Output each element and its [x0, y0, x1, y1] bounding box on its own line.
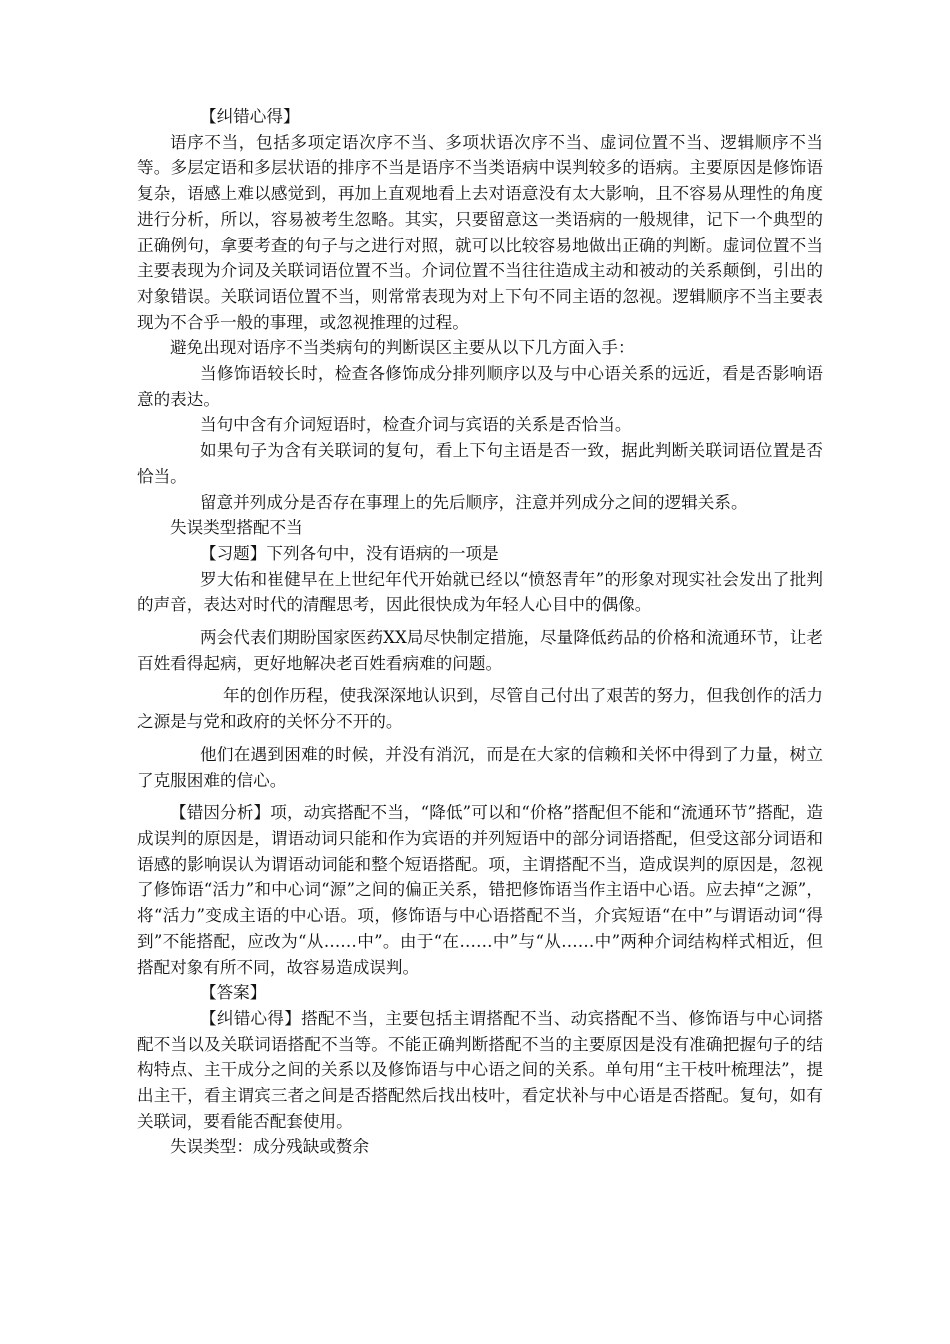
exercise-option: 罗大佑和崔健早在上世纪年代开始就已经以“愤怒青年”的形象对现实社会发出了批判的声音，表达对时代的清醒思考，因此很快成为年轻人心目中的偶像。 [137, 569, 823, 615]
exercise-option: 年的创作历程，使我深深地认识到，尽管自己付出了艰苦的努力，但我创作的活力之源是与党和政府的关怀分不开的。 [137, 686, 823, 732]
section-heading: 【纠错心得】 [200, 107, 300, 126]
exercise-option: 他们在遇到困难的时候，并没有消沉，而是在大家的信赖和关怀中得到了力量，树立了克服困难的信心。 [137, 744, 823, 790]
body-paragraph: 避免出现对语序不当类病句的判断误区主要从以下几方面入手： [170, 338, 635, 358]
error-type-heading: 失误类型：成分残缺或赘余 [170, 1137, 370, 1157]
list-item: 当修饰语较长时，检查各修饰成分排列顺序以及与中心语关系的远近，看是否影响语意的表达。 [137, 364, 823, 409]
body-paragraph: 语序不当，包括多项定语次序不当、多项状语次序不当、虚词位置不当、逻辑顺序不当等。多层定语和多层状语的排序不当是语序不当类语病中误判较多的语病。主要原因是修饰语复杂，语感上难以感觉到，再加上直观地看上去对语意没有太大影响，且不容易从理性的角度进行分析，所以，容易被考生忽略。其实，只要留意这一类语病的一般规律，记下一个典型的正确例句，拿要考查的句子与之进行对照，就可以比较容易地做出正确的判断。虚词位置不当主要表现为介词及关联词语位置不当。介词位置不当往往造成主动和被动的关系颠倒，引出的对象错误。关联词语位置不当，则常常表现为对上下句不同主语的忽视。逻辑顺序不当主要表现为不合乎一般的事理，或忽视推理的过程。 [137, 132, 823, 332]
answer-heading: 【答案】 [200, 983, 267, 1003]
list-item: 如果句子为含有关联词的复句，看上下句主语是否一致，据此判断关联词语位置是否恰当。 [137, 441, 823, 486]
error-type-heading: 失误类型搭配不当 [170, 518, 303, 538]
exercise-question: 【习题】下列各句中，没有语病的一项是 [200, 543, 499, 563]
document-page [137, 104, 823, 1160]
error-analysis-paragraph: 【错因分析】项，动宾搭配不当，“降低”可以和“价格”搭配但不能和“流通环节”搭配，造成误判的原因是，谓语动词只能和作为宾语的并列短语中的部分词语搭配，但受这部分词语和语感的影响误认为谓语动词能和整个短语搭配。项，主谓搭配不当，造成误判的原因是，忽视了修饰语“活力”和中心词“源”之间的偏正关系，错把修饰语当作主语中心语。应去掉“之源”，将“活力”变成主语的中心语。项，修饰语与中心语搭配不当，介宾短语“在中”与谓语动词“得到”不能搭配，应改为“从……中”。由于“在……中”与“从……中”两种介词结构样式相近，但搭配对象有所不同，故容易造成误判。 [137, 803, 823, 977]
list-item: 留意并列成分是否存在事理上的先后顺序，注意并列成分之间的逻辑关系。 [200, 492, 748, 512]
exercise-option: 两会代表们期盼国家医药XX局尽快制定措施，尽量降低药品的价格和流通环节，让老百姓看得起病，更好地解决老百姓看病难的问题。 [137, 628, 823, 673]
error-tips-paragraph: 【纠错心得】搭配不当，主要包括主谓搭配不当、动宾搭配不当、修饰语与中心词搭配不当以及关联词语搭配不当等。不能正确判断搭配不当的主要原因是没有准确把握句子的结构特点、主干成分之间的关系以及修饰语与中心语之间的关系。单句用“主干枝叶梳理法”，提出主干，看主谓宾三者之间是否搭配然后找出枝叶，看定状补与中心语是否搭配。复句，如有关联词，要看能否配套使用。 [137, 1008, 823, 1131]
list-item: 当句中含有介词短语时，检查介词与宾语的关系是否恰当。 [200, 415, 632, 435]
